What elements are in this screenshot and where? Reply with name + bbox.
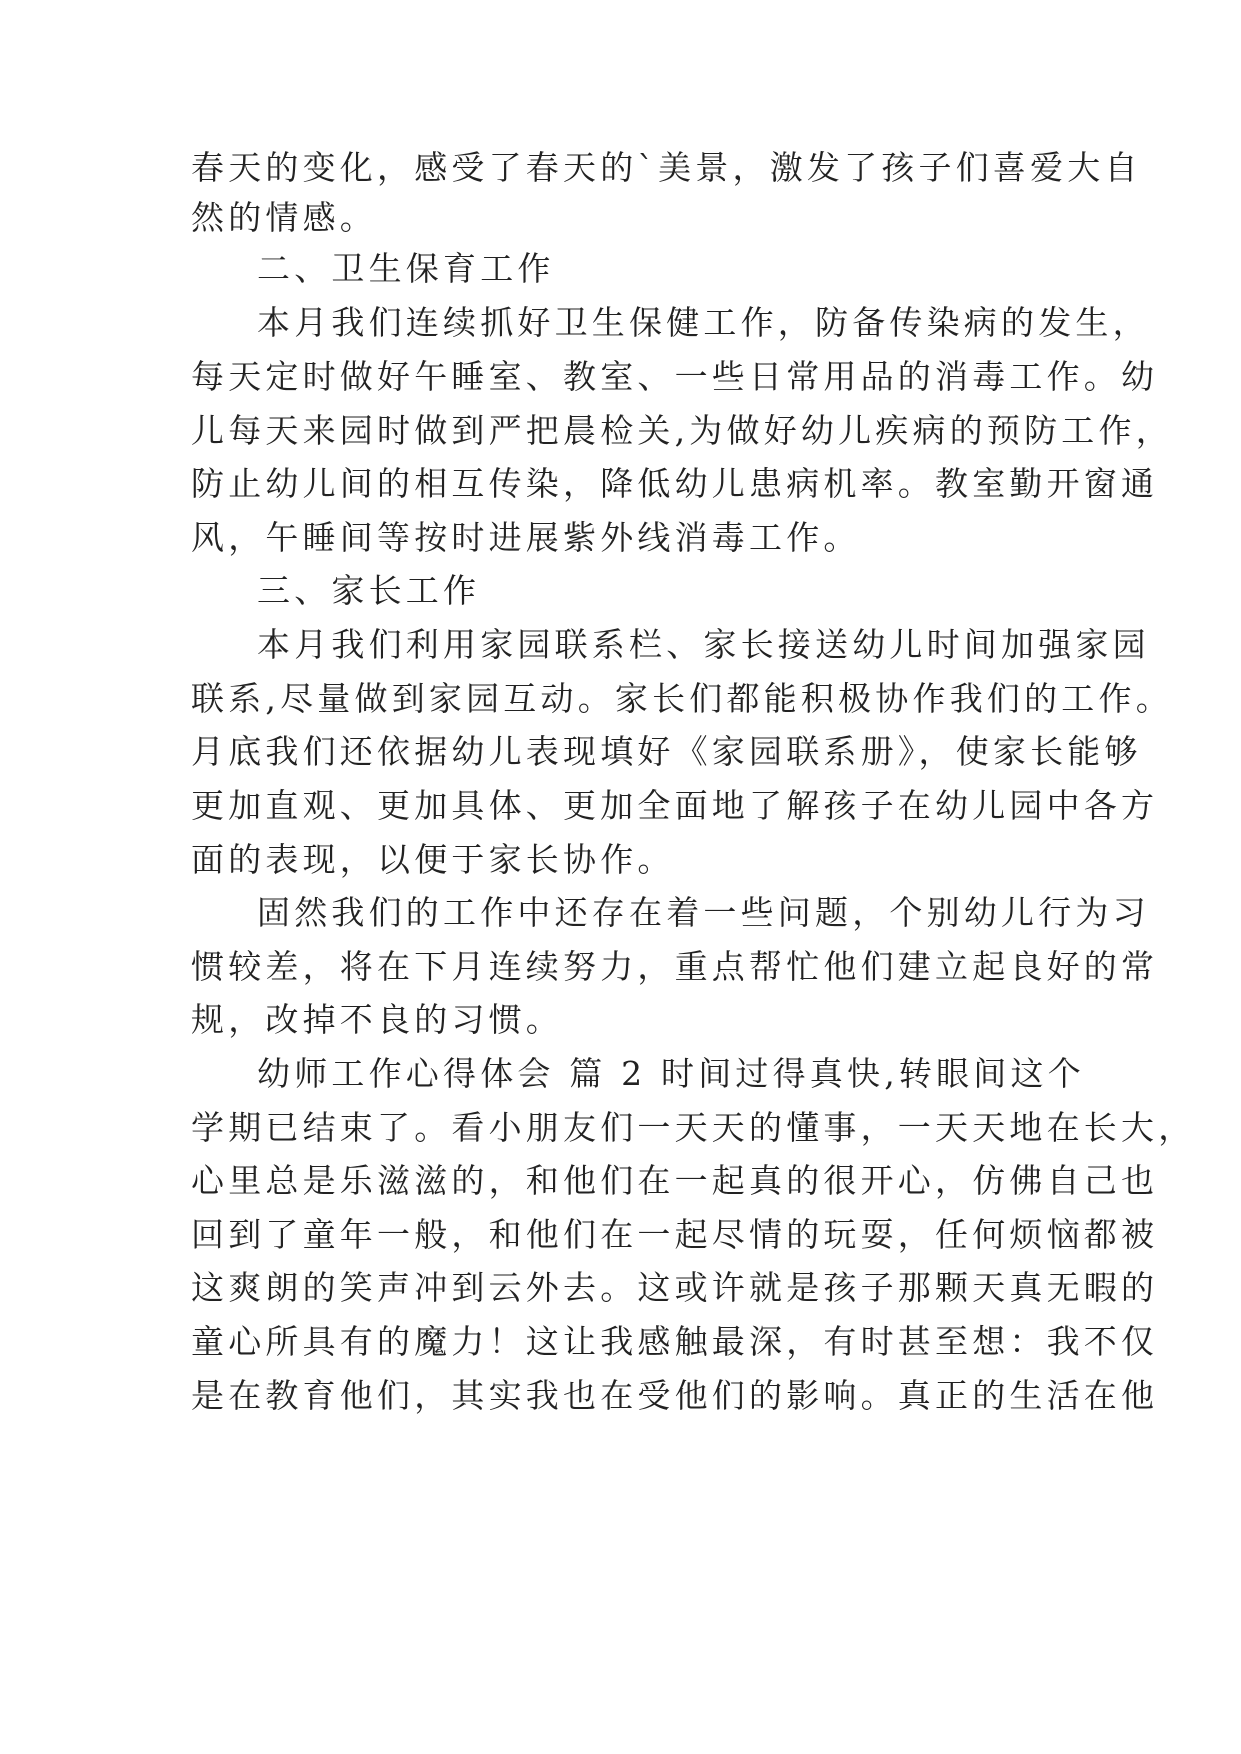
text-line: 儿每天来园时做到严把晨检关,为做好幼儿疾病的预防工作， <box>191 411 1173 450</box>
text-line: 然的情感。 <box>191 198 377 237</box>
text-line: 本月我们连续抓好卫生保健工作，防备传染病的发生， <box>257 303 1150 342</box>
text-line: 更加直观、更加具体、更加全面地了解孩子在幼儿园中各方 <box>191 786 1159 825</box>
text-line: 学期已结束了。看小朋友们一天天的懂事，一天天地在长大， <box>191 1108 1196 1147</box>
text-line: 联系,尽量做到家园互动。家长们都能积极协作我们的工作。 <box>191 679 1173 718</box>
text-line: 心里总是乐滋滋的，和他们在一起真的很开心，仿佛自己也 <box>191 1161 1159 1200</box>
text-line: 固然我们的工作中还存在着一些问题，个别幼儿行为习 <box>257 893 1150 932</box>
text-line: 防止幼儿间的相互传染，降低幼儿患病机率。教室勤开窗通 <box>191 464 1159 503</box>
text-line: 规，改掉不良的习惯。 <box>191 1000 563 1039</box>
text-line: 是在教育他们，其实我也在受他们的影响。真正的生活在他 <box>191 1376 1159 1415</box>
text-line: 每天定时做好午睡室、教室、一些日常用品的消毒工作。幼 <box>191 357 1159 396</box>
text-line: 风，午睡间等按时进展紫外线消毒工作。 <box>191 518 861 557</box>
text-line: 回到了童年一般，和他们在一起尽情的玩耍，任何烦恼都被 <box>191 1215 1159 1254</box>
text-line: 童心所具有的魔力！这让我感触最深，有时甚至想：我不仅 <box>191 1322 1159 1361</box>
text-line: 面的表现，以便于家长协作。 <box>191 840 675 879</box>
text-line: 时间过得真快,转眼间这个 <box>661 1054 1085 1093</box>
text-line: 本月我们利用家园联系栏、家长接送幼儿时间加强家园 <box>257 625 1150 664</box>
text-line: 月底我们还依据幼儿表现填好《家园联系册》，使家长能够 <box>191 732 1142 771</box>
section-heading: 三、家长工作 <box>257 571 481 610</box>
text-line: 惯较差，将在下月连续努力，重点帮忙他们建立起良好的常 <box>191 947 1159 986</box>
text-line: 春天的变化，感受了春天的`美景，激发了孩子们喜爱大自 <box>191 148 1142 187</box>
article-heading: 幼师工作心得体会 篇 2 <box>257 1054 647 1093</box>
section-heading: 二、卫生保育工作 <box>257 249 555 288</box>
text-line: 这爽朗的笑声冲到云外去。这或许就是孩子那颗天真无暇的 <box>191 1268 1159 1307</box>
